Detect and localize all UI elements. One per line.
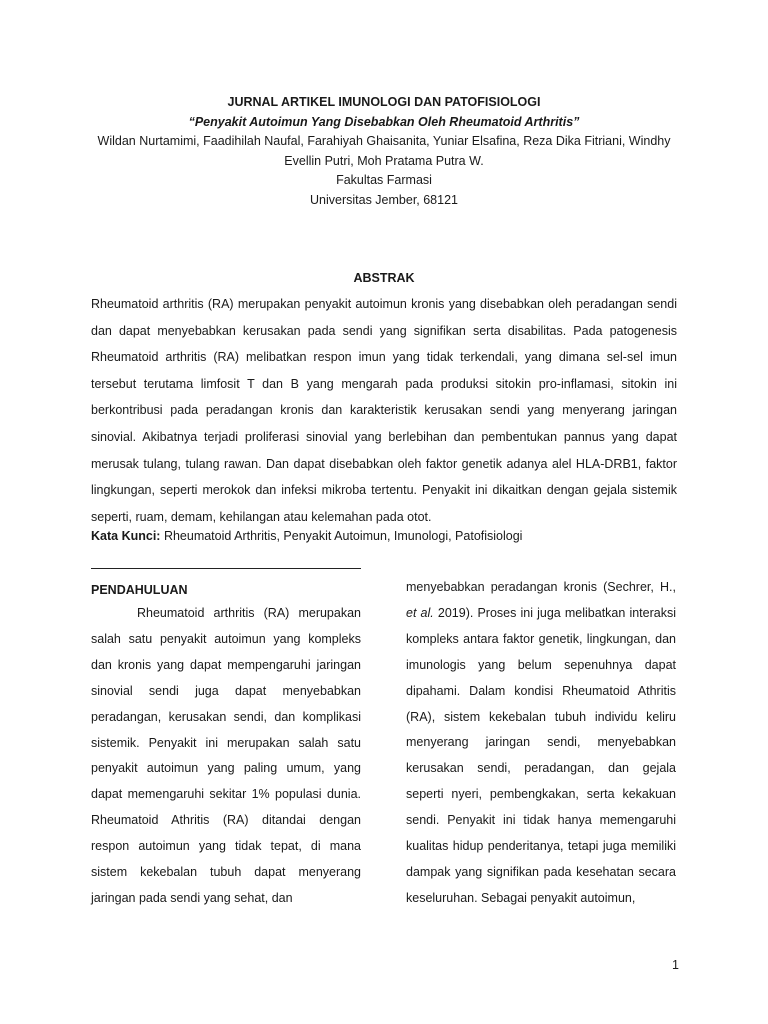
intro-left-column (91, 601, 361, 912)
intro-right-text-rest: 2019). Proses ini juga melibatkan interaksi kompleks antara faktor genetik, lingkungan, dan imunologis yang belum sepenuhnya dapat dipahami. Dalam kondisi Rheumatoid Athritis (RA), sistem kekebalan tubuh individu keliru menyerang jaringan sendi, menyebabkan kerusakan sendi, peradangan, dan gejala seperti nyeri, pembengkakan, serta kekakuan sendi. Penyakit ini tidak hanya memengaruhi kualitas hidup penderitanya, tetapi juga memiliki dampak yang signifikan pada kesehatan secara keseluruhan. Sebagai penyakit autoimun, (406, 605, 676, 905)
keywords-label: Kata Kunci: (91, 529, 161, 543)
journal-title: JURNAL ARTIKEL IMUNOLOGI DAN PATOFISIOLOGI (227, 95, 541, 109)
keywords-text: Rheumatoid Arthritis, Penyakit Autoimun, Imunologi, Patofisiologi (163, 529, 523, 543)
keywords-line (91, 525, 711, 547)
intro-heading: PENDAHULUAN (91, 583, 188, 597)
faculty: Fakultas Farmasi (336, 173, 432, 188)
authors-line-1: Wildan Nurtamimi, Faadihilah Naufal, Farahiyah Ghaisanita, Yuniar Elsafina, Reza Dika Fitriani, Windhy (97, 134, 671, 149)
intro-paragraph-right (406, 575, 676, 912)
section-divider (91, 568, 361, 569)
article-title: “Penyakit Autoimun Yang Disebabkan Oleh Rheumatoid Arthritis” (188, 114, 580, 129)
paper-header (60, 93, 708, 211)
citation-et-al: et al. (406, 605, 434, 620)
intro-paragraph-left: Rheumatoid arthritis (RA) merupakan salah satu penyakit autoimun yang kompleks dan kronis yang dapat mempengaruhi jaringan sinovial sendi juga dapat menyebabkan peradangan, kerusakan sendi, dan komplikasi sistemik. Penyakit ini merupakan salah satu penyakit autoimun yang paling umum, yang dapat memengaruhi sekitar 1% populasi dunia. Rheumatoid Athritis (RA) ditandai dengan respon autoimun yang tidak tepat, di mana sistem kekebalan tubuh dapat menyerang jaringan pada sendi yang sehat, dan (91, 606, 361, 905)
abstract-text: Rheumatoid arthritis (RA) merupakan penyakit autoimun kronis yang disebabkan oleh peradangan sendi dan dapat menyebabkan kerusakan pada sendi yang signifikan serta disabilitas. Pada patogenesis Rheumatoid arthritis (RA) melibatkan respon imun yang tidak terkendali, yang dimana sel-sel imun tersebut terutama limfosit T dan B yang mengarah pada produksi sitokin pro-inflamasi, sitokin ini berkontribusi pada peradangan kronis dan karakteristik kerusakan sendi yang menyerang jaringan sinovial. Akibatnya terjadi proliferasi sinovial yang berlebihan dan pembentukan pannus yang dapat merusak tulang, tulang rawan. Dan dapat disebabkan oleh faktor genetik adanya alel HLA-DRB1, faktor lingkungan, seperti merokok dan infeksi mikroba tertentu. Penyakit ini dikaitkan dengan gejala sistemik seperti, ruam, demam, kehilangan atau kelemahan pada otot. (91, 297, 677, 524)
page-number: 1 (672, 958, 679, 972)
abstract-heading: ABSTRAK (353, 271, 415, 285)
authors-line-2: Evellin Putri, Moh Pratama Putra W. (284, 153, 484, 168)
university: Universitas Jember, 68121 (310, 192, 458, 207)
intro-right-text-start: menyebabkan peradangan kronis (Sechrer, H., (406, 580, 676, 594)
intro-right-column (406, 575, 676, 912)
